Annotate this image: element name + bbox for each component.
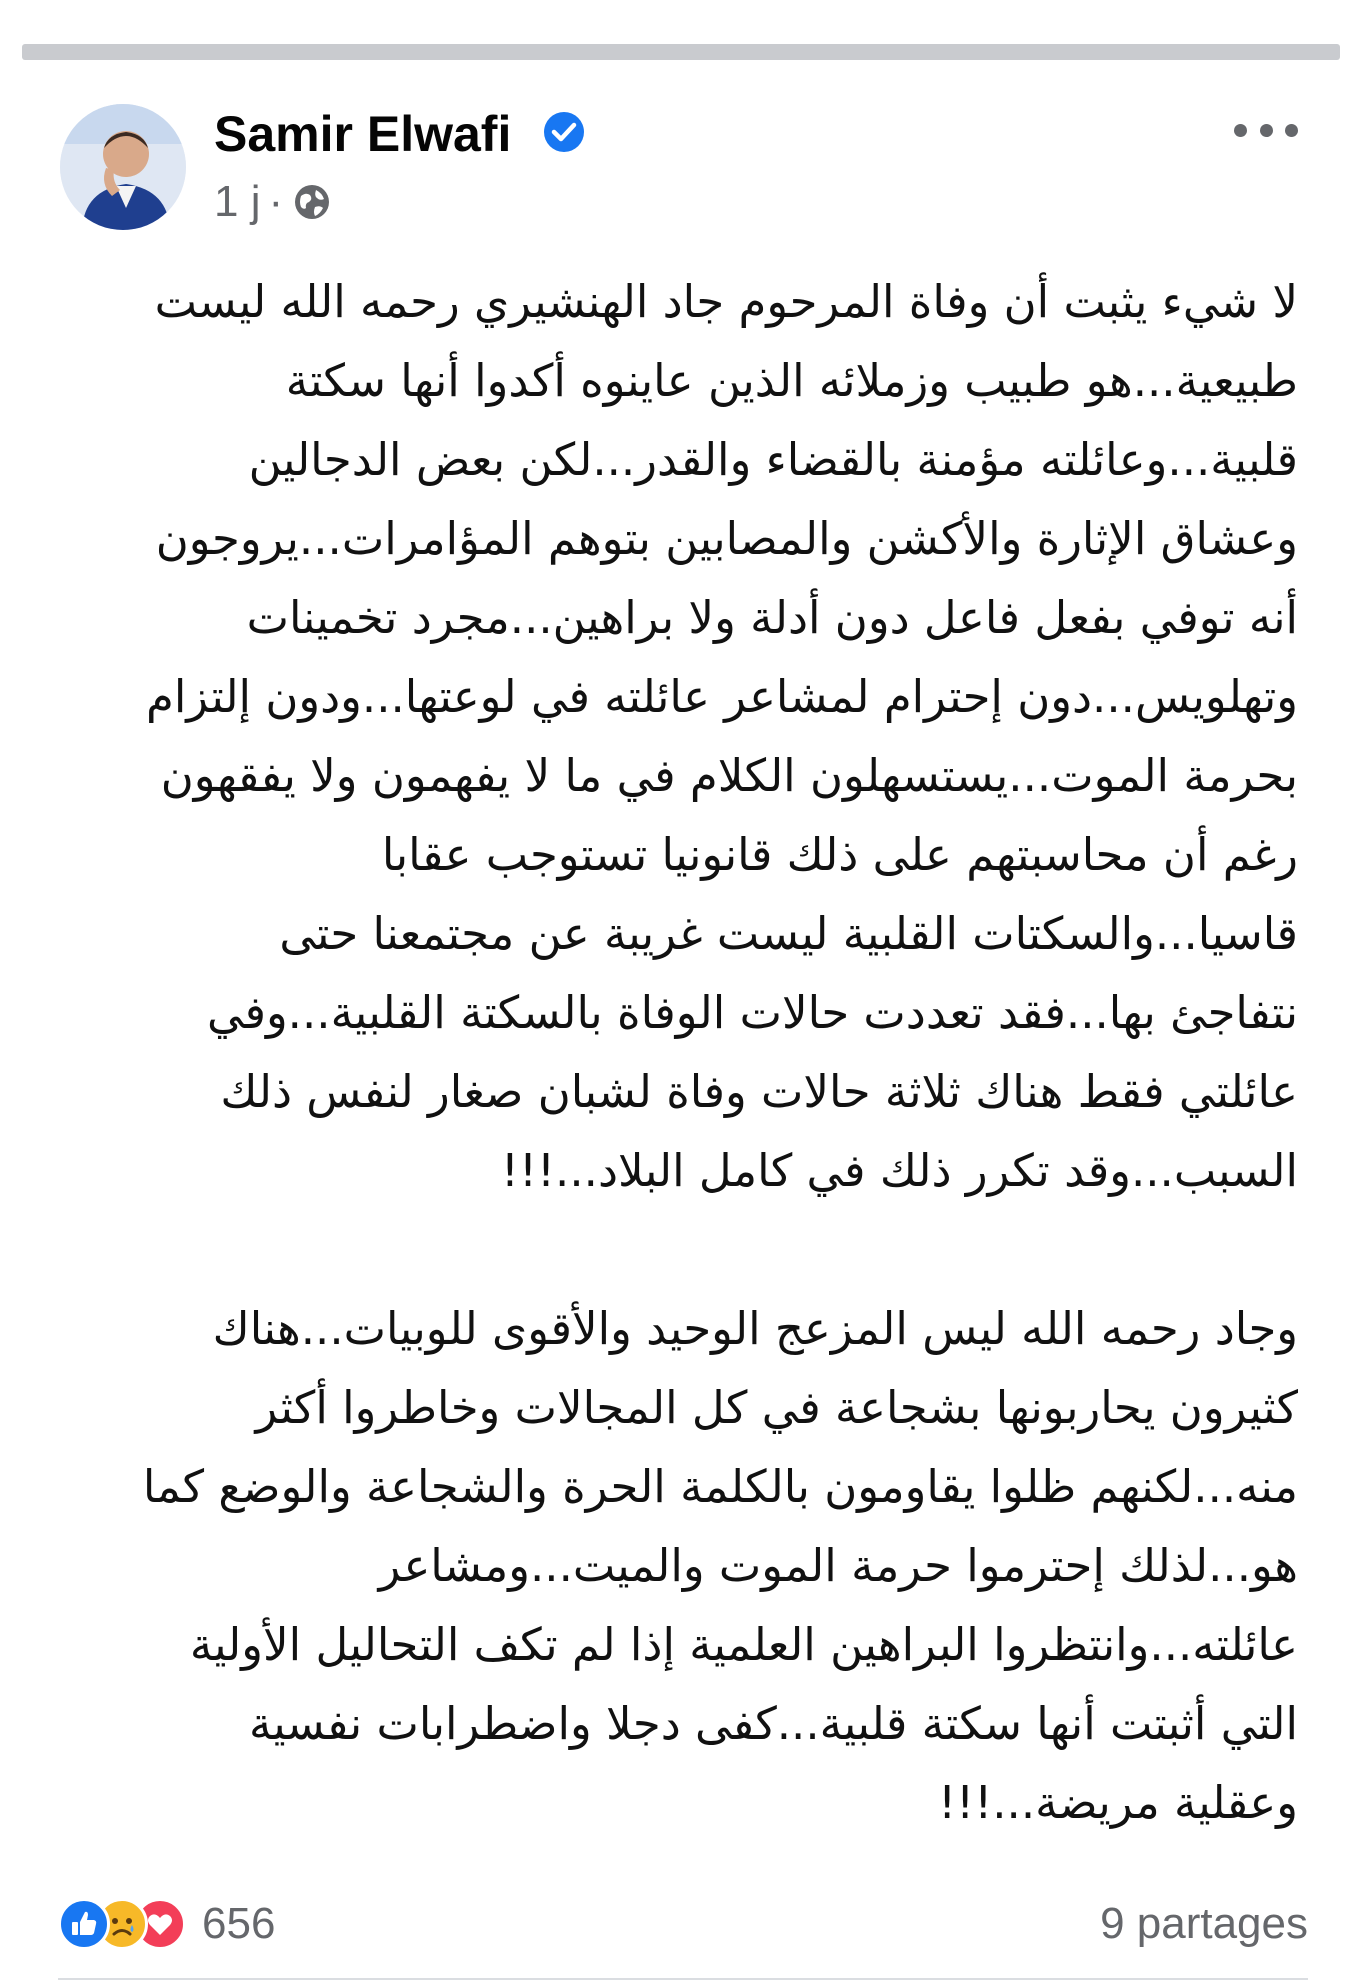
- author-avatar[interactable]: [60, 104, 186, 230]
- post-meta: [214, 174, 333, 230]
- post-text-line: التي أثبتت أنها سكتة قلبية...كفى دجلا واضطرابات نفسية: [249, 1697, 1298, 1750]
- post-text-line: لا شيء يثبت أن وفاة المرحوم جاد الهنشيري رحمه الله ليست: [154, 275, 1298, 328]
- like-icon: [58, 1898, 110, 1950]
- verified-badge-icon: [542, 110, 586, 154]
- post-text-line: نتفاجئ بها...فقد تعددت حالات الوفاة بالسكتة القلبية...وفي: [206, 986, 1298, 1039]
- post-text-line: وعشاق الإثارة والأكشن والمصابين بتوهم المؤامرات...يروجون: [155, 512, 1298, 565]
- more-dot: [1260, 124, 1273, 137]
- meta-separator: ·: [268, 177, 284, 226]
- post-text-line: قاسيا...والسكتات القلبية ليست غريبة عن مجتمعنا حتى: [279, 907, 1298, 960]
- reaction-count: 656: [202, 1899, 276, 1948]
- globe-icon: [291, 181, 333, 223]
- post-text-line: عائلته...وانتظروا البراهين العلمية إذا لم تكف التحاليل الأولية: [189, 1618, 1298, 1671]
- post-text-line: وعقلية مريضة...!!!: [938, 1776, 1298, 1829]
- post-footer: [58, 1892, 1308, 1956]
- post-text-line: وتهلويس...دون إحترام لمشاعر عائلته في لوعتها...ودون إلتزام: [146, 670, 1298, 723]
- more-options-button[interactable]: [1234, 110, 1298, 150]
- reactions-summary[interactable]: [58, 1894, 275, 1954]
- post-text-line: السبب...وقد تكرر ذلك في كامل البلاد...!!!: [500, 1144, 1298, 1197]
- post-text-line: كثيرون يحاربونها بشجاعة في كل المجالات وخاطروا أكثر: [255, 1381, 1298, 1434]
- post-text-line: وجاد رحمه الله ليس المزعج الوحيد والأقوى للوبيات...هناك: [212, 1302, 1298, 1355]
- post-text-line: طبيعية...هو طبيب وزملائه الذين عاينوه أكدوا أنها سكتة: [285, 354, 1298, 407]
- post-text-line: أنه توفي بفعل فاعل دون أدلة ولا براهين...مجرد تخمينات: [246, 591, 1298, 644]
- post-text: [80, 262, 1298, 1842]
- post-text-line: رغم أن محاسبتهم على ذلك قانونيا تستوجب عقابا: [381, 828, 1298, 881]
- shares-count[interactable]: 9 partages: [1100, 1899, 1308, 1948]
- paragraph-gap: [80, 1210, 1298, 1289]
- post-text-line: بحرمة الموت...يستسهلون الكلام في ما لا يفهمون ولا يفقهون: [160, 749, 1298, 802]
- post-text-line: هو...لذلك إحترموا حرمة الموت والميت...ومشاعر: [378, 1539, 1298, 1592]
- more-dot: [1234, 124, 1247, 137]
- post-header: [58, 96, 1308, 236]
- footer-divider: [58, 1978, 1308, 1980]
- post-text-line: قلبية...وعائلته مؤمنة بالقضاء والقدر...لكن بعض الدجالين: [248, 433, 1298, 486]
- post-text-line: منه...لكنهم ظلوا يقاومون بالكلمة الحرة والشجاعة والوضع كما: [142, 1460, 1298, 1513]
- post-text-line: عائلتي فقط هناك ثلاثة حالات وفاة لشبان صغار لنفس ذلك: [220, 1065, 1298, 1118]
- more-dot: [1285, 124, 1298, 137]
- post-timestamp[interactable]: 1 j: [214, 177, 261, 226]
- author-name[interactable]: Samir Elwafi: [214, 106, 512, 162]
